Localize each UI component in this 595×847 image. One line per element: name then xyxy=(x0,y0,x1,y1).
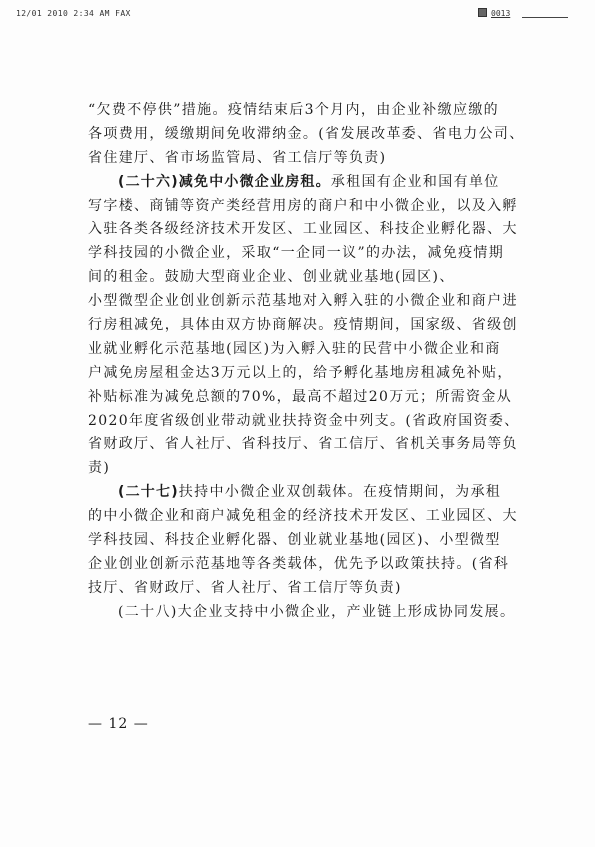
text-line: 业就业孵化示范基地(园区)为入孵入驻的民营中小微企业和商 xyxy=(88,340,501,357)
text-line: “欠费不停供”措施。疫情结束后3个月内，由企业补缴应缴的 xyxy=(88,102,500,118)
text-line: 户减免房屋租金达3万元以上的，给予孵化基地房租减免补贴， xyxy=(88,364,513,381)
paragraph-27-first-line xyxy=(88,481,503,505)
fax-page-counter xyxy=(478,8,570,20)
fax-icon xyxy=(478,8,487,17)
text-line: 省住建厅、省市场监管局、省工信厅等负责) xyxy=(88,149,387,166)
text-line: 小型微型企业创业创新示范基地对入孵入驻的小微企业和商户进 xyxy=(88,293,518,310)
text-fragment: 承租国有企业和国有单位 xyxy=(330,173,500,190)
fax-page-number: 0013 xyxy=(491,9,511,18)
text-line: 行房租减免，具体由双方协商解决。疫情期间，国家级、省级创 xyxy=(88,317,518,334)
text-line: 企业创业创新示范基地等各类载体，优先予以政策扶持。(省科 xyxy=(88,555,510,572)
fax-header-timestamp: 12/01 2010 2:34 AM FAX xyxy=(16,9,131,18)
text-line: 2020年度省级创业带动就业扶持资金中列支。(省政府国资委、 xyxy=(88,412,520,429)
counter-underline xyxy=(522,17,568,18)
text-line: 补贴标准为减免总额的70%，最高不超过20万元；所需资金从 xyxy=(88,388,513,405)
text-line: 学科技园、科技企业孵化器、创业就业基地(园区)、小型微型 xyxy=(88,532,501,549)
section-heading-26: (二十六)减免中小微企业房租。 xyxy=(118,173,331,190)
text-line: 写字楼、商铺等资产类经营用房的商户和中小微企业，以及入孵 xyxy=(88,197,518,214)
section-heading-27: (二十七) xyxy=(118,484,179,501)
section-heading-28: (二十八)大企业支持中小微企业，产业链上形成协同发展。 xyxy=(118,603,516,620)
paragraph-26-first-line xyxy=(88,171,503,195)
text-line: 技厅、省财政厅、省人社厅、省工信厅等负责) xyxy=(88,579,402,596)
text-line: 学科技园的小微企业，采取“一企同一议”的办法，减免疫情期 xyxy=(88,245,505,262)
text-fragment: 扶持中小微企业双创载体。在疫情期间，为承租 xyxy=(178,484,502,501)
page-number: — 12 — xyxy=(88,716,149,732)
text-line: 省财政厅、省人社厅、省科技厅、省工信厅、省机关事务局等负 xyxy=(88,436,518,453)
text-line: 间的租金。鼓励大型商业企业、创业就业基地(园区)、 xyxy=(88,269,455,286)
text-line: 的中小微企业和商户减免租金的经济技术开发区、工业园区、大 xyxy=(88,508,518,525)
text-line: 责) xyxy=(88,460,111,477)
document-body xyxy=(88,99,525,625)
text-line: 各项费用，缓缴期间免收滞纳金。(省发展改革委、省电力公司、 xyxy=(88,125,525,142)
text-line: 入驻各类各级经济技术开发区、工业园区、科技企业孵化器、大 xyxy=(88,221,518,238)
